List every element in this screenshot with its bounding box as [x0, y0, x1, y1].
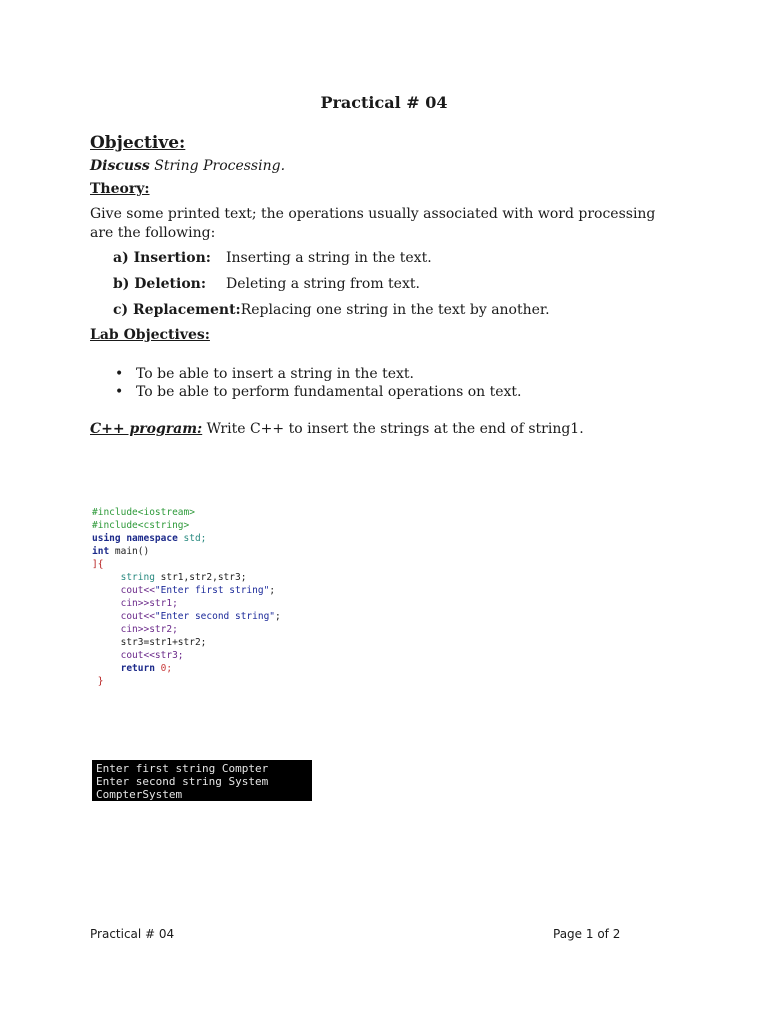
operation-label: c) Replacement:: [113, 302, 241, 318]
code-token: main(): [109, 546, 150, 557]
code-line: [92, 584, 312, 597]
bullet-text: To be able to insert a string in the text.: [136, 366, 414, 382]
footer-page-number: Page 1 of 2: [553, 927, 621, 941]
console-line: Enter second string System: [96, 775, 269, 788]
code-token: cout<<str3;: [92, 650, 184, 661]
code-line: [92, 545, 312, 558]
code-token: return: [92, 663, 155, 674]
console-line: Enter first string Compter: [96, 762, 269, 775]
operation-desc: Inserting a string in the text.: [226, 250, 432, 266]
code-token: ;: [269, 585, 276, 596]
code-token: cout<<: [92, 585, 155, 596]
code-line: [92, 675, 312, 688]
page-title: Practical # 04: [320, 93, 448, 112]
cpp-program-label: C++ program:: [90, 421, 203, 437]
code-line: [92, 519, 312, 532]
code-token: std;: [177, 533, 207, 544]
bullet-icon: •: [115, 366, 124, 382]
code-screenshot: [92, 506, 312, 688]
code-line: [92, 506, 312, 519]
operation-desc: Replacing one string in the text by another.: [240, 302, 550, 318]
code-token: cout<<: [92, 611, 155, 622]
code-token: 0;: [154, 663, 173, 674]
discuss-word: Discuss: [90, 158, 150, 174]
code-token: #include<cstring>: [92, 520, 190, 531]
code-token: }: [92, 676, 104, 687]
bullet-text: To be able to perform fundamental operations on text.: [136, 384, 522, 400]
code-token: str3=str1+str2;: [92, 637, 207, 648]
operation-desc: Deleting a string from text.: [226, 276, 420, 292]
code-token: "Enter first string": [154, 585, 270, 596]
objective-heading: Objective:: [90, 133, 186, 153]
code-line: [92, 636, 312, 649]
operation-deletion: [113, 276, 420, 292]
list-item: [115, 384, 522, 400]
code-line: [92, 610, 312, 623]
code-line: [92, 597, 312, 610]
operation-label: a) Insertion:: [113, 250, 211, 266]
operation-label: b) Deletion:: [113, 276, 207, 292]
cpp-program-line: [90, 421, 584, 437]
operation-insertion: [113, 250, 432, 266]
list-item: [115, 366, 414, 382]
code-token: "Enter second string": [154, 611, 276, 622]
code-token: string: [92, 572, 155, 583]
cpp-program-text: Write C++ to insert the strings at the end of string1.: [202, 421, 584, 437]
code-line: [92, 571, 312, 584]
code-token: ]{: [92, 559, 104, 570]
code-line: [92, 649, 312, 662]
theory-heading: Theory:: [90, 181, 150, 197]
code-token: #include<iostream>: [92, 507, 195, 518]
theory-paragraph: Give some printed text; the operations usually associated with word processing are the following:: [90, 206, 656, 241]
code-token: using namespace: [92, 533, 178, 544]
objective-text: [90, 158, 285, 174]
code-token: cin>>str1;: [92, 598, 178, 609]
console-output: [92, 760, 312, 801]
discuss-rest: String Processing.: [149, 158, 286, 174]
bullet-icon: •: [115, 384, 124, 400]
footer-title: Practical # 04: [90, 927, 175, 941]
operation-replacement: [113, 302, 550, 318]
code-line: [92, 623, 312, 636]
code-line: [92, 662, 312, 675]
code-token: ;: [275, 611, 281, 622]
code-line: [92, 532, 312, 545]
code-token: str1,str2,str3;: [154, 572, 247, 583]
code-line: [92, 558, 312, 571]
code-token: cin>>str2;: [92, 624, 178, 635]
code-token: int: [92, 546, 110, 557]
lab-objectives-heading: Lab Objectives:: [90, 327, 210, 343]
console-line: CompterSystem: [96, 788, 183, 801]
